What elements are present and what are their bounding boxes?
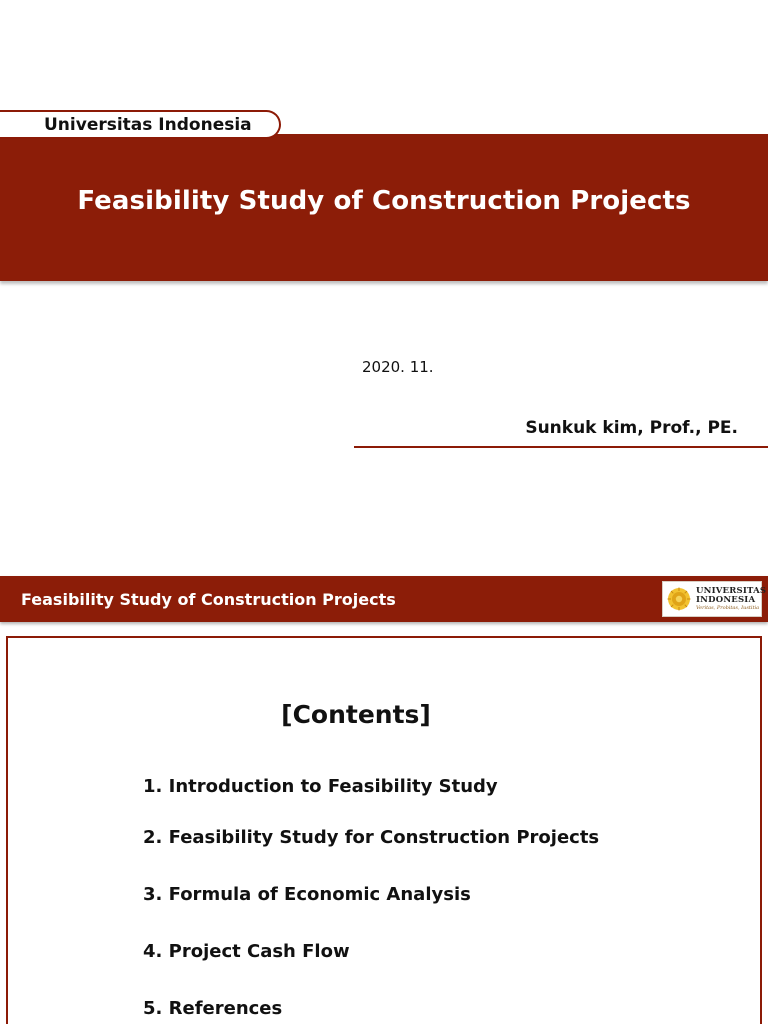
presentation-title: Feasibility Study of Construction Projects bbox=[77, 185, 691, 216]
toc-item: 2. Feasibility Study for Construction Projects bbox=[143, 827, 600, 848]
author-divider bbox=[354, 446, 768, 448]
toc-item: 5. References bbox=[143, 998, 283, 1019]
slide-header-title: Feasibility Study of Construction Projects bbox=[21, 590, 396, 609]
university-logo bbox=[662, 581, 767, 617]
logo-line-2: INDONESIA bbox=[696, 594, 756, 605]
makara-emblem-icon bbox=[666, 586, 692, 612]
toc-item: 3. Formula of Economic Analysis bbox=[143, 884, 471, 905]
toc-item: 4. Project Cash Flow bbox=[143, 941, 350, 962]
presentation-date: 2020. 11. bbox=[362, 358, 434, 376]
logo-tagline: Veritas, Probitas, Iustitia bbox=[696, 605, 760, 611]
slide-header bbox=[0, 576, 768, 622]
toc-item: 1. Introduction to Feasibility Study bbox=[143, 776, 498, 797]
institution-name: Universitas Indonesia bbox=[44, 114, 252, 135]
author-name: Sunkuk kim, Prof., PE. bbox=[525, 418, 738, 438]
logo-wordmark bbox=[696, 587, 766, 611]
contents-heading: [Contents] bbox=[281, 700, 431, 729]
institution-label bbox=[0, 110, 281, 139]
logo-line-1: UNIVERSITAS bbox=[696, 586, 767, 596]
title-band bbox=[0, 134, 768, 281]
